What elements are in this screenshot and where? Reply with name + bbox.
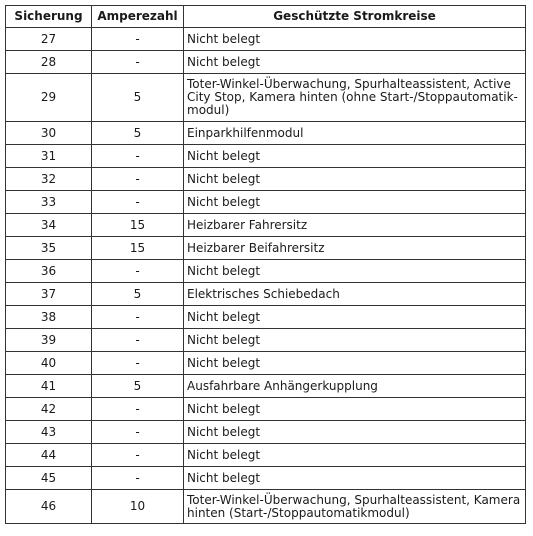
table-row [6,352,526,375]
fuse-number: 38 [6,306,92,329]
table-row [6,28,526,51]
table-row [6,168,526,191]
amperage: - [92,398,184,421]
fuse-number: 31 [6,145,92,168]
circuit-description: Heizbarer Fahrersitz [184,214,526,237]
table-row [6,329,526,352]
table-row [6,260,526,283]
table-row [6,51,526,74]
circuit-description: Elektrisches Schiebedach [184,283,526,306]
table-row [6,145,526,168]
circuit-description: Nicht belegt [184,467,526,490]
amperage: - [92,51,184,74]
amperage: - [92,467,184,490]
circuit-description: Nicht belegt [184,352,526,375]
header-circuits: Geschützte Stromkreise [184,6,526,28]
amperage: - [92,168,184,191]
fuse-number: 34 [6,214,92,237]
fuse-number: 29 [6,74,92,122]
circuit-description: Nicht belegt [184,398,526,421]
circuit-description: Nicht belegt [184,28,526,51]
table-row [6,122,526,145]
amperage: - [92,145,184,168]
table-row [6,444,526,467]
header-amperage: Amperezahl [92,6,184,28]
amperage: - [92,352,184,375]
amperage: 5 [92,122,184,145]
amperage: 15 [92,214,184,237]
circuit-description: Ausfahrbare Anhängerkupplung [184,375,526,398]
circuit-description: Nicht belegt [184,191,526,214]
table-row [6,375,526,398]
fuse-number: 44 [6,444,92,467]
fuse-number: 30 [6,122,92,145]
circuit-description: Einparkhilfenmodul [184,122,526,145]
circuit-description: Nicht belegt [184,145,526,168]
fuse-number: 46 [6,490,92,524]
fuse-number: 33 [6,191,92,214]
amperage: 5 [92,375,184,398]
amperage: - [92,444,184,467]
fuse-number: 35 [6,237,92,260]
table-row [6,191,526,214]
fuse-number: 40 [6,352,92,375]
table-header-row [6,6,526,28]
fuse-number: 28 [6,51,92,74]
amperage: - [92,191,184,214]
fuse-number: 27 [6,28,92,51]
amperage: 5 [92,74,184,122]
fuse-table-container [5,5,526,524]
table-row [6,74,526,122]
circuit-description: Nicht belegt [184,168,526,191]
header-fuse: Sicherung [6,6,92,28]
table-row [6,421,526,444]
amperage: 5 [92,283,184,306]
table-row [6,467,526,490]
circuit-description: Toter-Winkel-Überwachung, Spurhalteassistent, Kamera hinten (Start-/Stoppautomatikmodul) [184,490,526,524]
circuit-description: Nicht belegt [184,306,526,329]
fuse-table [5,5,526,524]
amperage: - [92,28,184,51]
circuit-description: Toter-Winkel-Überwachung, Spurhalteassistent, Active City Stop, Kamera hinten (ohne Start-/Stoppautomatik-modul) [184,74,526,122]
table-row [6,306,526,329]
circuit-description: Nicht belegt [184,51,526,74]
circuit-description: Nicht belegt [184,444,526,467]
amperage: 10 [92,490,184,524]
fuse-number: 43 [6,421,92,444]
fuse-number: 45 [6,467,92,490]
amperage: 15 [92,237,184,260]
table-row [6,237,526,260]
table-row [6,283,526,306]
circuit-description: Nicht belegt [184,260,526,283]
circuit-description: Nicht belegt [184,421,526,444]
amperage: - [92,306,184,329]
circuit-description: Nicht belegt [184,329,526,352]
fuse-number: 36 [6,260,92,283]
amperage: - [92,421,184,444]
amperage: - [92,329,184,352]
table-row [6,398,526,421]
fuse-number: 42 [6,398,92,421]
fuse-number: 39 [6,329,92,352]
table-row [6,490,526,524]
fuse-number: 37 [6,283,92,306]
amperage: - [92,260,184,283]
fuse-number: 32 [6,168,92,191]
fuse-number: 41 [6,375,92,398]
circuit-description: Heizbarer Beifahrersitz [184,237,526,260]
table-row [6,214,526,237]
